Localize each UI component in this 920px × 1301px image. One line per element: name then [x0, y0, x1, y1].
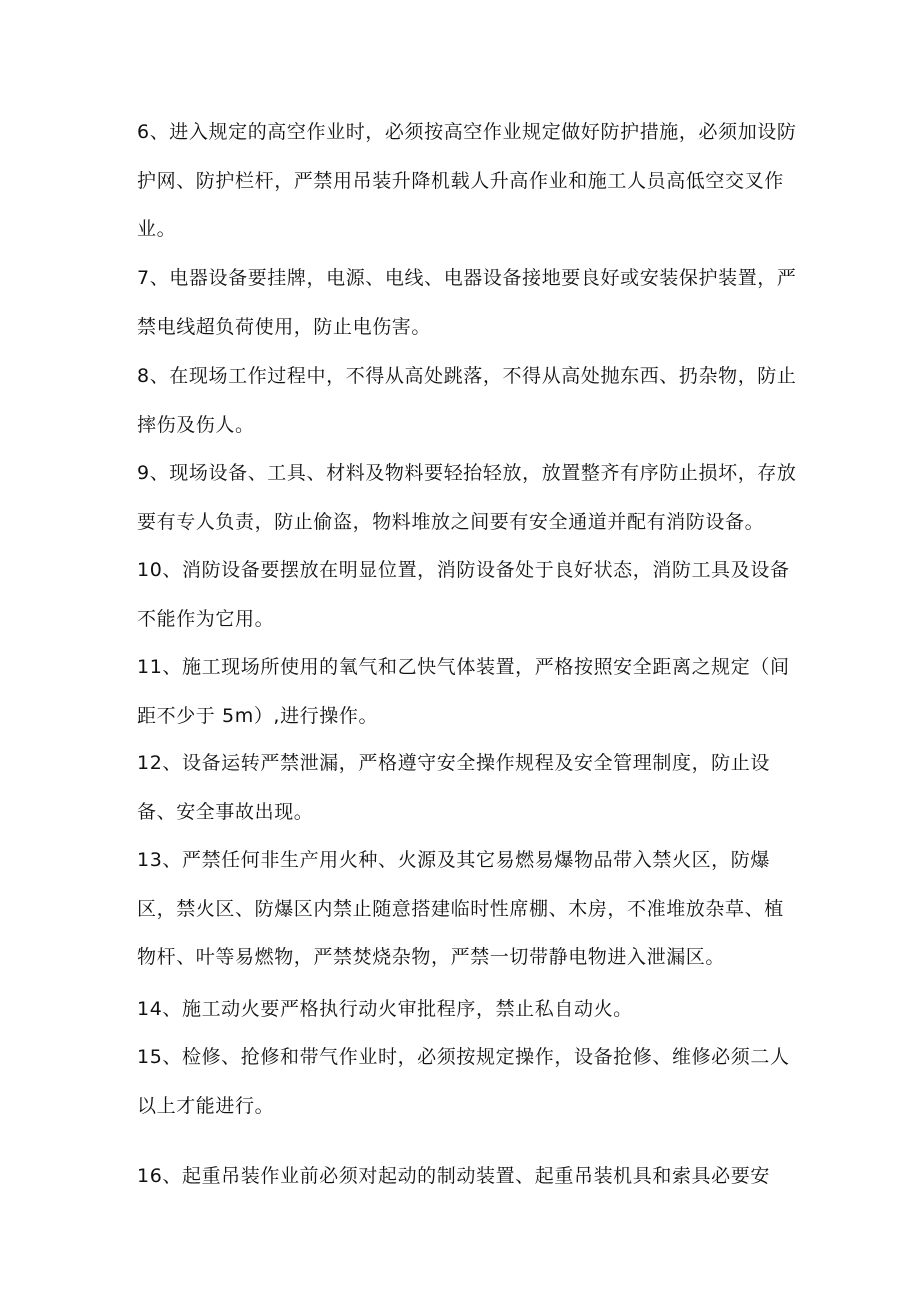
rule-item-16: 16、起重吊装作业前必须对起动的制动装置、起重吊装机具和索具必要安	[137, 1165, 770, 1187]
rule-item-6: 6、进入规定的高空作业时，必须按高空作业规定做好防护措施，必须加设防护网、防护栏杆，严禁用吊装升降机载人升高作业和施工人员高低空交叉作业。	[137, 121, 797, 240]
rule-item-15: 15、检修、抢修和带气作业时，必须按规定操作，设备抢修、维修必须二人以上才能进行。	[137, 1046, 790, 1117]
rule-item-7: 7、电器设备要挂牌，电源、电线、电器设备接地要良好或安装保护装置，严禁电线超负荷使用，防止电伤害。	[137, 267, 797, 338]
rule-item-11: 11、施工现场所使用的氧气和乙快气体装置，严格按照安全距离之规定（间距不少于 5m）,进行操作。	[137, 656, 790, 727]
rule-item-13: 13、严禁任何非生产用火种、火源及其它易燃易爆物品带入禁火区，防爆区，禁火区、防爆区内禁止随意搭建临时性席棚、木房，不准堆放杂草、植物杆、叶等易燃物，严禁焚烧杂物，严禁一切带静电物进入泄漏区。	[137, 849, 784, 968]
rule-item-10: 10、消防设备要摆放在明显位置，消防设备处于良好状态，消防工具及设备不能作为它用。	[137, 559, 790, 630]
rule-item-8: 8、在现场工作过程中，不得从高处跳落，不得从高处抛东西、扔杂物，防止摔伤及伤人。	[137, 365, 797, 436]
rule-item-9: 9、现场设备、工具、材料及物料要轻抬轻放，放置整齐有序防止损坏，存放要有专人负责，防止偷盗，物料堆放之间要有安全通道并配有消防设备。	[137, 462, 797, 533]
rule-item-14: 14、施工动火要严格执行动火审批程序，禁止私自动火。	[137, 998, 633, 1020]
rule-item-12: 12、设备运转严禁泄漏，严格遵守安全操作规程及安全管理制度，防止设备、安全事故出现。	[137, 752, 770, 823]
